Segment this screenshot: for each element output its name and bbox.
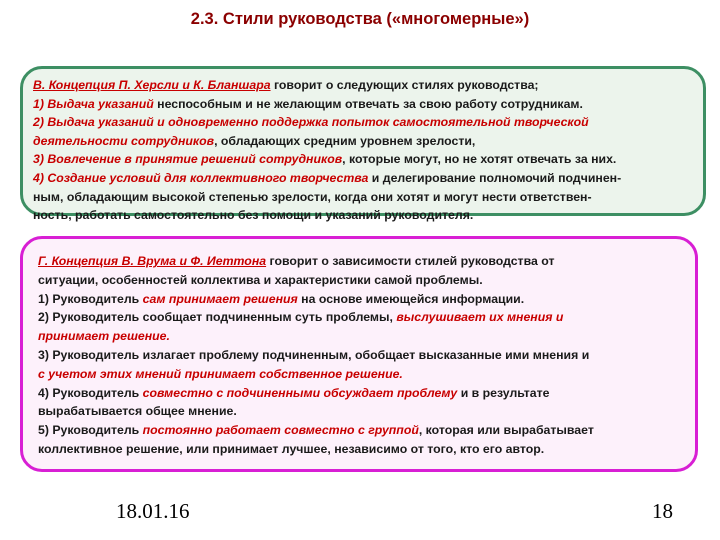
box1-line-8: ность, работать самостоятельно без помощи и указаний руководителя. bbox=[33, 208, 474, 223]
hersey-blanchard-box bbox=[20, 66, 706, 223]
concept-heading: В. Концепция П. Херсли и К. Бланшара bbox=[33, 78, 271, 92]
box2-line-7: с учетом этих мнений принимает собственное решение. bbox=[38, 366, 403, 381]
box2-line-1: Г. Концепция В. Врума и Ф. Иеттона говорит о зависимости стилей руководства от bbox=[38, 254, 555, 268]
box1-line-1: В. Концепция П. Херсли и К. Бланшара говорит о следующих стилях руководства; bbox=[33, 78, 539, 92]
box2-line-8: 4) Руководитель совместно с подчиненными обсуждает проблему и в результате bbox=[38, 385, 550, 400]
box2-line-9: вырабатывается общее мнение. bbox=[38, 404, 237, 419]
box2-line-2: ситуации, особенностей коллектива и характеристики самой проблемы. bbox=[38, 272, 483, 287]
box1-line-6: 4) Создание условий для коллективного творчества и делегирование полномочий подчинен- bbox=[33, 170, 622, 185]
vroom-yetton-box bbox=[20, 236, 698, 472]
box1-line-4: деятельности сотрудников, обладающих средним уровнем зрелости, bbox=[33, 133, 476, 148]
box2-line-10: 5) Руководитель постоянно работает совместно с группой, которая или вырабатывает bbox=[38, 423, 594, 438]
page-number: 18 bbox=[652, 499, 673, 523]
box2-line-6: 3) Руководитель излагает проблему подчиненным, обобщает высказанные ими мнения и bbox=[38, 347, 590, 362]
box1-line-2: 1) Выдача указаний неспособным и не желающим отвечать за свою работу сотрудникам. bbox=[33, 96, 583, 111]
box2-line-11: коллективное решение, или принимает лучшее, независимо от того, кто его автор. bbox=[38, 441, 545, 456]
box2-line-5: принимает решение. bbox=[38, 329, 170, 344]
concept-heading: Г. Концепция В. Врума и Ф. Иеттона bbox=[38, 254, 267, 268]
footer-date: 18.01.16 bbox=[116, 499, 190, 523]
box1-line-3: 2) Выдача указаний и одновременно поддержка попыток самостоятельной творческой bbox=[33, 115, 589, 130]
slide-title: 2.3. Стили руководства («многомерные») bbox=[190, 10, 530, 28]
box1-line-7: ным, обладающим высокой степенью зрелости, когда они хотят и могут нести ответствен- bbox=[33, 189, 592, 204]
box1-line-5: 3) Вовлечение в принятие решений сотрудников, которые могут, но не хотят отвечать за них. bbox=[33, 152, 617, 167]
box2-line-3: 1) Руководитель сам принимает решения на основе имеющейся информации. bbox=[38, 291, 525, 306]
box2-line-4: 2) Руководитель сообщает подчиненным суть проблемы, выслушивает их мнения и bbox=[38, 310, 564, 325]
